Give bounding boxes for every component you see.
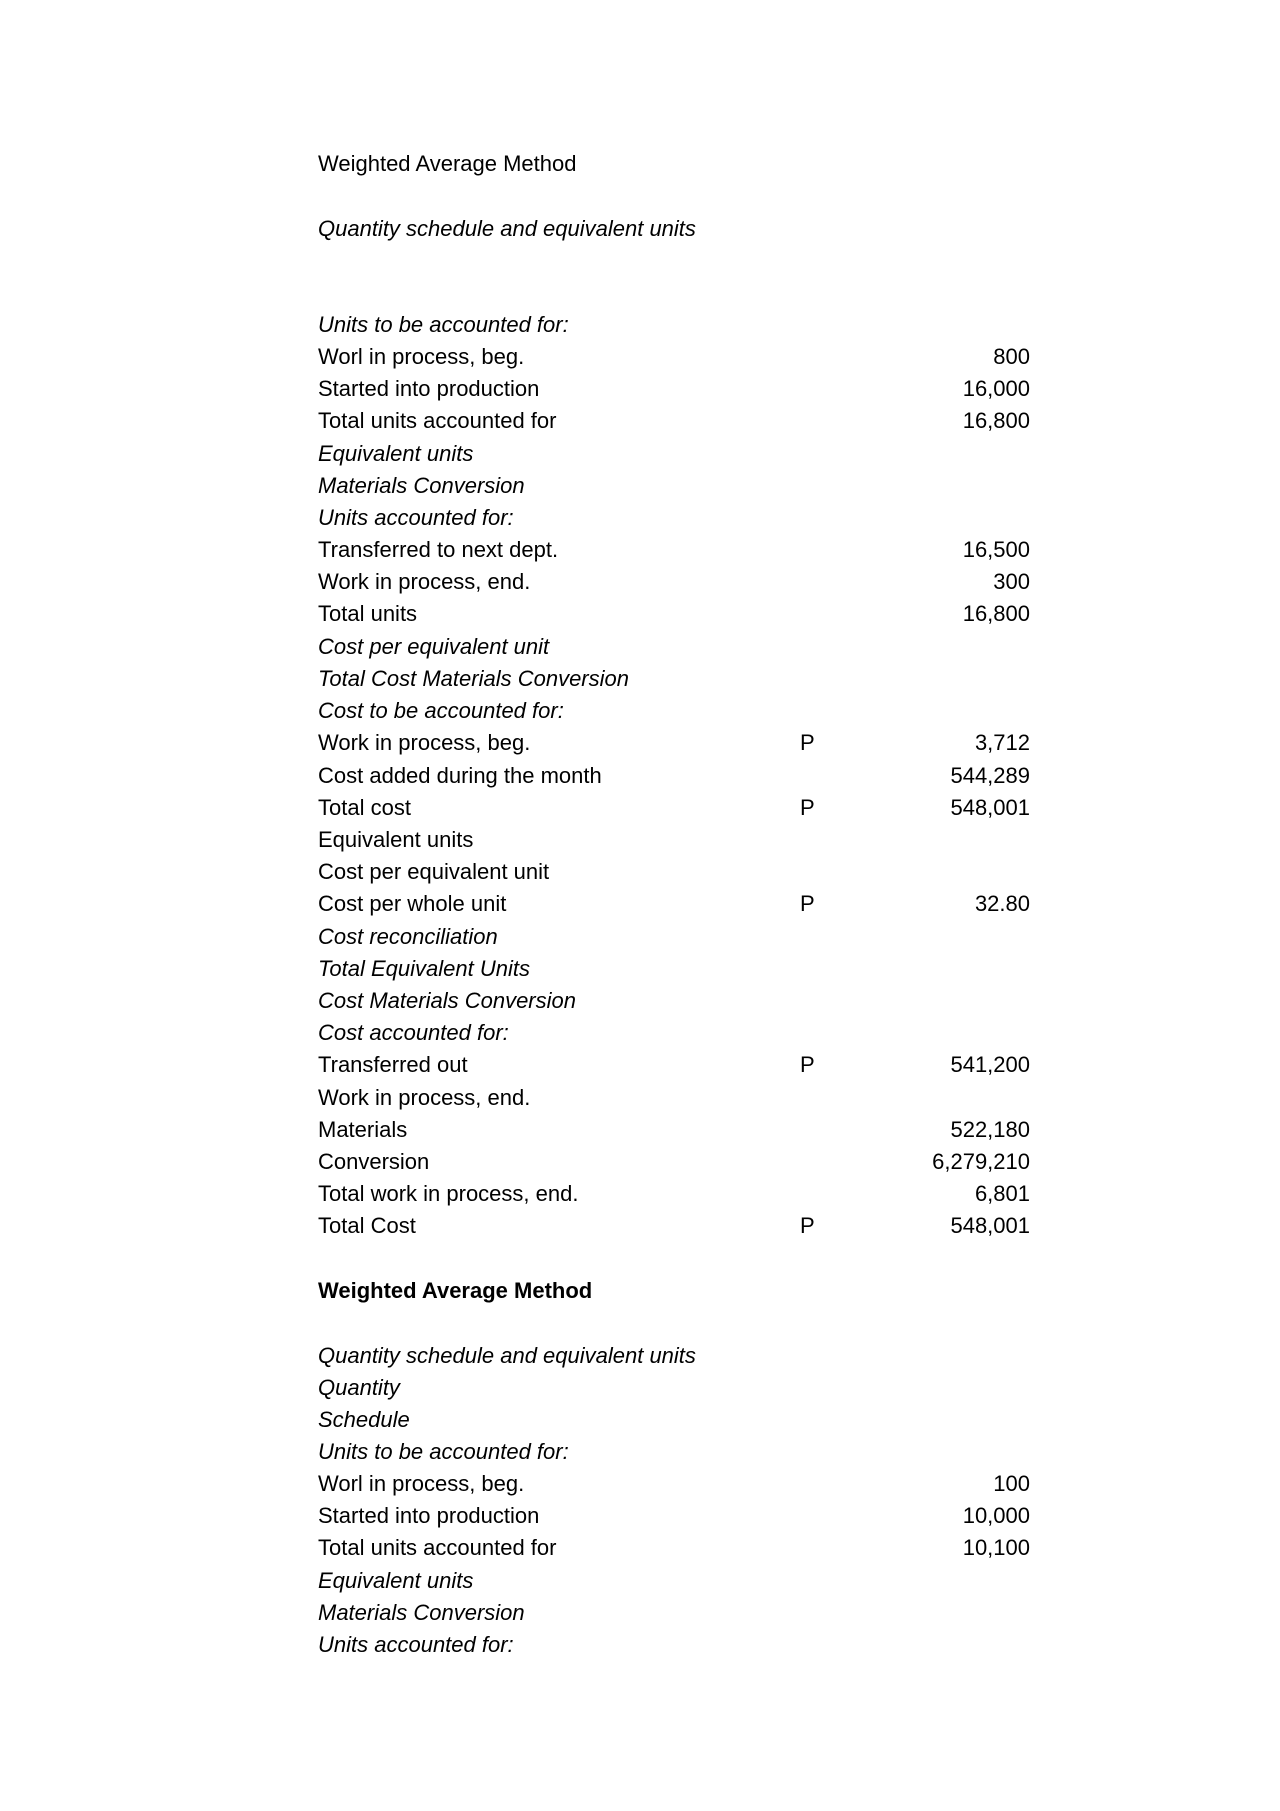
s1-row-total-cost-materials-conversion: Total Cost Materials Conversion bbox=[318, 666, 629, 691]
s1-row-cost-per-equivalent: Cost per equivalent unit bbox=[318, 634, 550, 659]
s1-row-materials: Materials 522,180 bbox=[318, 1117, 1030, 1142]
s2-row-equivalent-units: Equivalent units bbox=[318, 1568, 474, 1593]
s1-row-total-cost-final: Total Cost P 548,001 bbox=[318, 1210, 1030, 1242]
currency-symbol: P bbox=[800, 730, 815, 755]
currency-symbol: P bbox=[800, 891, 815, 916]
s2-row-schedule: Schedule bbox=[318, 1407, 410, 1432]
s2-row-started: Started into production 10,000 bbox=[318, 1503, 1030, 1528]
s2-row-quantity: Quantity bbox=[318, 1375, 400, 1400]
s1-row-cost-added: Cost added during the month 544,289 bbox=[318, 763, 1030, 788]
s1-row-units-to-be-accounted: Units to be accounted for: bbox=[318, 312, 569, 337]
s2-row-quantity-schedule: Quantity schedule and equivalent units bbox=[318, 1343, 696, 1368]
s1-row-cost-materials-conversion: Cost Materials Conversion bbox=[318, 988, 576, 1013]
section1-subtitle bbox=[318, 213, 1030, 245]
s1-row-wip-end-2: Work in process, end. bbox=[318, 1085, 531, 1110]
currency-symbol: P bbox=[800, 795, 815, 820]
s1-row-wip-beg: Worl in process, beg. 800 bbox=[318, 344, 1030, 369]
section1-subtitle-text: Quantity schedule and equivalent units bbox=[318, 216, 696, 241]
s1-row-transferred-out: Transferred out P 541,200 bbox=[318, 1049, 1030, 1081]
s1-row-started: Started into production 16,000 bbox=[318, 376, 1030, 401]
currency-symbol: P bbox=[800, 1213, 815, 1238]
s1-row-cost-reconciliation: Cost reconciliation bbox=[318, 924, 498, 949]
s1-row-total-units-accounted: Total units accounted for 16,800 bbox=[318, 408, 1030, 433]
s1-row-cost-wip-beg: Work in process, beg. P 3,712 bbox=[318, 727, 1030, 759]
s1-row-cost-to-be-accounted: Cost to be accounted for: bbox=[318, 698, 564, 723]
s1-row-equivalent-units-2: Equivalent units bbox=[318, 827, 474, 852]
s1-row-cost-per-equivalent-2: Cost per equivalent unit bbox=[318, 859, 550, 884]
s1-row-cost-accounted-for: Cost accounted for: bbox=[318, 1020, 509, 1045]
s2-row-total-units-accounted: Total units accounted for 10,100 bbox=[318, 1535, 1030, 1560]
s1-row-equivalent-units: Equivalent units bbox=[318, 441, 474, 466]
section2-title-text: Weighted Average Method bbox=[318, 1278, 593, 1303]
s2-row-units-to-be-accounted: Units to be accounted for: bbox=[318, 1439, 569, 1464]
s1-row-materials-conversion: Materials Conversion bbox=[318, 473, 525, 498]
s1-row-total-units: Total units 16,800 bbox=[318, 601, 1030, 626]
s1-row-total-cost: Total cost P 548,001 bbox=[318, 792, 1030, 824]
s2-row-wip-beg: Worl in process, beg. 100 bbox=[318, 1471, 1030, 1496]
s1-row-wip-end: Work in process, end. 300 bbox=[318, 569, 1030, 594]
s1-row-total-wip-end: Total work in process, end. 6,801 bbox=[318, 1181, 1030, 1206]
s1-row-conversion: Conversion 6,279,210 bbox=[318, 1149, 1030, 1174]
section2-title bbox=[318, 1275, 1030, 1307]
section1-title bbox=[318, 148, 1030, 180]
section1-title-text: Weighted Average Method bbox=[318, 151, 577, 176]
s1-row-units-accounted-for: Units accounted for: bbox=[318, 505, 514, 530]
currency-symbol: P bbox=[800, 1052, 815, 1077]
s2-row-units-accounted-for: Units accounted for: bbox=[318, 1632, 514, 1657]
s2-row-materials-conversion: Materials Conversion bbox=[318, 1600, 525, 1625]
s1-row-cost-per-whole-unit: Cost per whole unit P 32.80 bbox=[318, 888, 1030, 920]
s1-row-total-equivalent-units: Total Equivalent Units bbox=[318, 956, 530, 981]
s1-row-transferred-next: Transferred to next dept. 16,500 bbox=[318, 537, 1030, 562]
